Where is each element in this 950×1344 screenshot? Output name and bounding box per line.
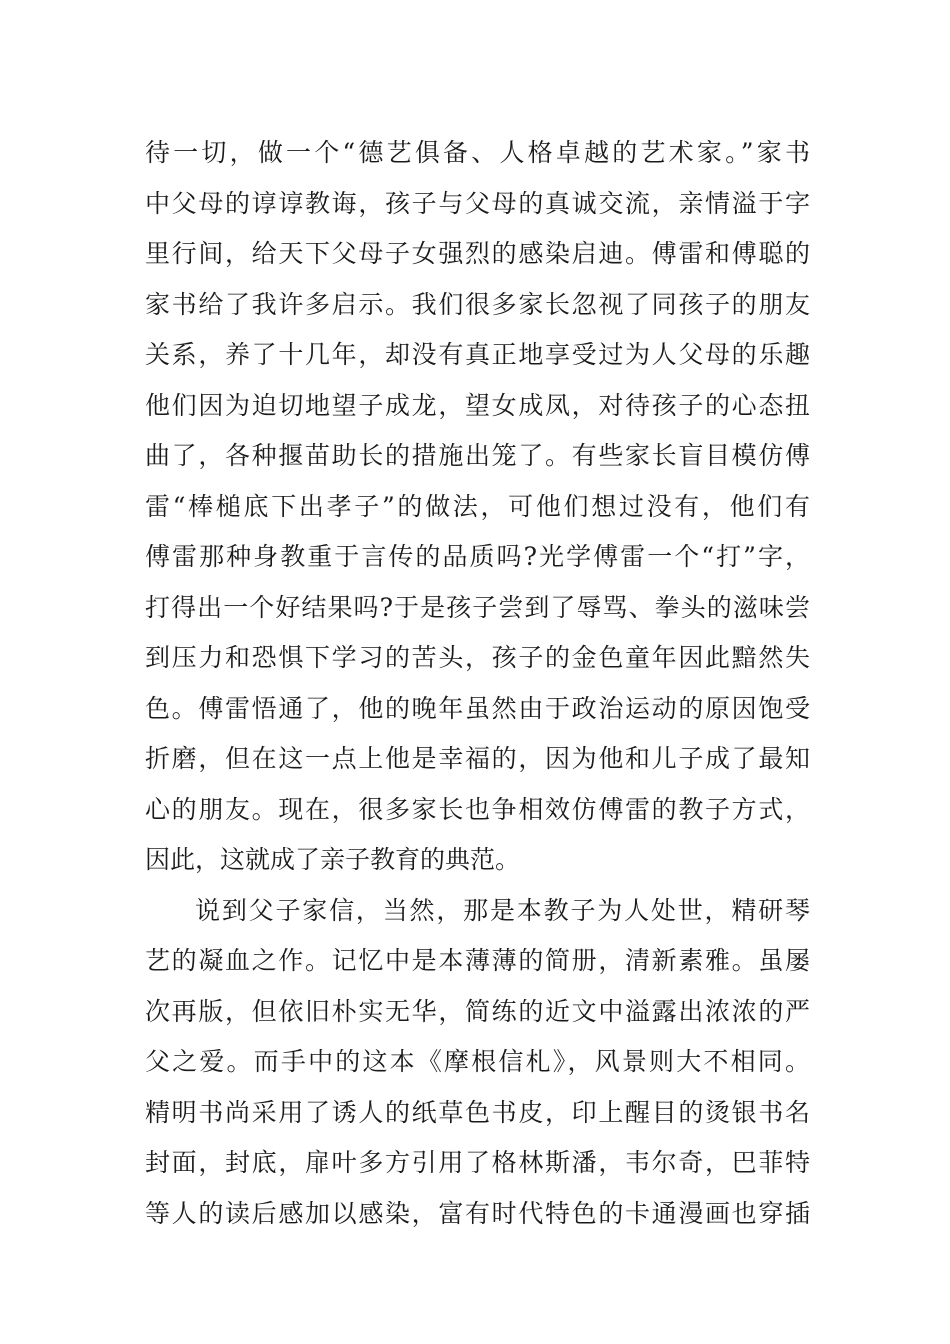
text-line: 封面，封底，扉叶多方引用了格林斯潘，韦尔奇，巴菲特 xyxy=(145,1148,810,1177)
text-line: 等人的读后感加以感染，富有时代特色的卡通漫画也穿插 xyxy=(145,1198,810,1228)
text-line: 曲了，各种揠苗助长的措施出笼了。有些家长盲目模仿傅 xyxy=(145,441,810,470)
text-line: 心的朋友。现在，很多家长也争相效仿傅雷的教子方式， xyxy=(145,794,810,824)
text-line: 雷“棒槌底下出孝子”的做法，可他们想过没有，他们有 xyxy=(145,491,810,521)
paragraph-last-line: 因此，这就成了亲子教育的典范。 xyxy=(145,845,521,874)
text-line: 待一切，做一个“德艺俱备、人格卓越的艺术家。”家书 xyxy=(145,138,810,167)
text-line: 关系，养了十几年，却没有真正地享受过为人父母的乐趣 xyxy=(145,340,810,369)
text-line: 他们因为迫切地望子成龙，望女成凤，对待孩子的心态扭 xyxy=(145,390,810,420)
text-line: 精明书尚采用了诱人的纸草色书皮，印上醒目的烫银书名 xyxy=(145,1097,810,1127)
text-line: 父之爱。而手中的这本《摩根信札》，风景则大不相同。 xyxy=(145,1047,810,1076)
text-line: 色。傅雷悟通了，他的晚年虽然由于政治运动的原因饱受 xyxy=(145,693,810,723)
text-line: 次再版，但依旧朴实无华，简练的近文中溢露出浓浓的严 xyxy=(145,996,810,1026)
text-line: 家书给了我许多启示。我们很多家长忽视了同孩子的朋友 xyxy=(145,289,810,319)
text-line: 折磨，但在这一点上他是幸福的，因为他和儿子成了最知 xyxy=(145,744,810,773)
text-line: 艺的凝血之作。记忆中是本薄薄的简册，清新素雅。虽屡 xyxy=(145,946,810,975)
text-line: 到压力和恐惧下学习的苦头，孩子的金色童年因此黯然失 xyxy=(145,643,810,672)
text-line: 里行间，给天下父母子女强烈的感染启迪。傅雷和傅聪的 xyxy=(145,239,810,268)
text-line: 傅雷那种身教重于言传的品质吗?光学傅雷一个“打”字， xyxy=(145,542,810,571)
body-text xyxy=(145,128,810,1239)
text-line: 打得出一个好结果吗?于是孩子尝到了辱骂、拳头的滋味尝 xyxy=(145,592,810,622)
text-line: 中父母的谆谆教诲，孩子与父母的真诚交流，亲情溢于字 xyxy=(145,188,810,218)
paragraph-first-line: 说到父子家信，当然，那是本教子为人处世，精研琴 xyxy=(195,895,810,925)
